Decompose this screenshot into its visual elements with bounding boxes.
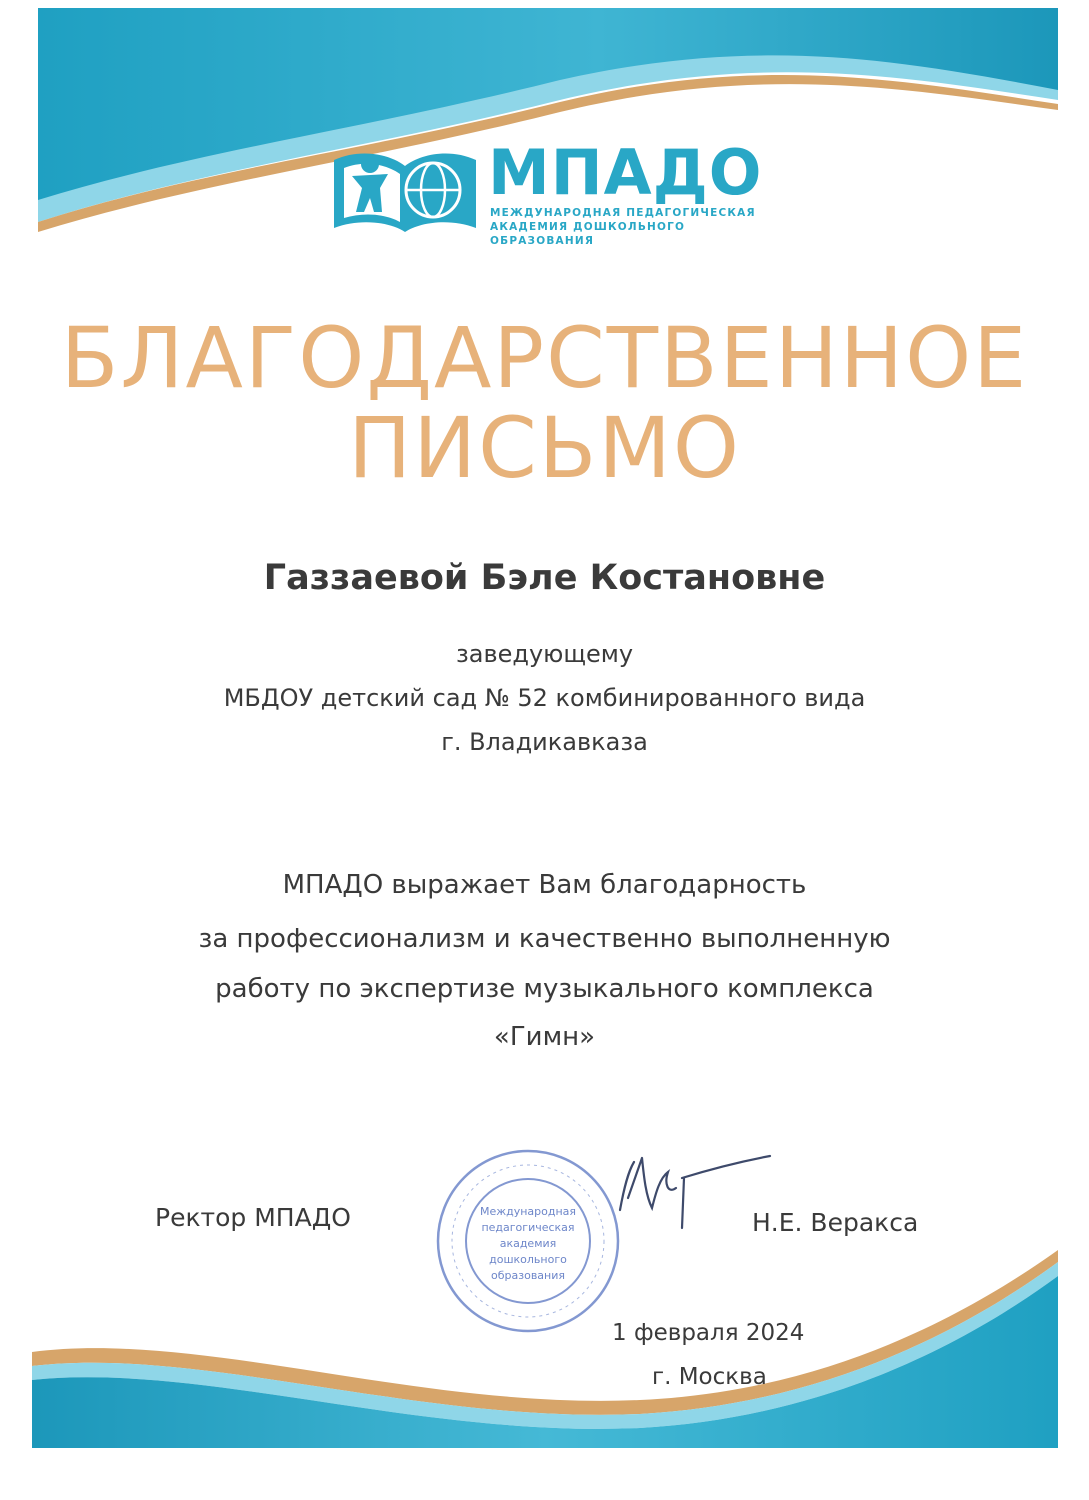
logo-name: МПАДО bbox=[488, 136, 763, 209]
seal-text-line3: академия bbox=[499, 1237, 557, 1250]
logo-subtitle-line1: МЕЖДУНАРОДНАЯ ПЕДАГОГИЧЕСКАЯ bbox=[490, 207, 756, 219]
seal-stamp-icon bbox=[432, 1145, 624, 1337]
mpado-logo bbox=[330, 136, 780, 247]
seal-text-line5: образования bbox=[491, 1269, 565, 1282]
recipient-city: г. Владикавказа bbox=[441, 728, 648, 756]
logo-emblem-icon bbox=[330, 140, 480, 236]
body-line4: «Гимн» bbox=[493, 1022, 596, 1052]
body-line2: за профессионализм и качественно выполненную bbox=[198, 924, 891, 954]
recipient-position: заведующему bbox=[455, 640, 634, 668]
signer-name: Н.Е. Веракса bbox=[752, 1208, 919, 1237]
body-line3: работу по экспертизе музыкального комплекса bbox=[215, 974, 874, 1004]
recipient-institution: МБДОУ детский сад № 52 комбинированного вида bbox=[223, 684, 866, 712]
seal-text-line2: педагогическая bbox=[481, 1221, 575, 1234]
issue-city: г. Москва bbox=[652, 1364, 767, 1390]
seal-text-line4: дошкольного bbox=[489, 1253, 567, 1266]
body-line1: МПАДО выражает Вам благодарность bbox=[282, 870, 807, 900]
rector-label: Ректор МПАДО bbox=[155, 1203, 351, 1232]
title-line1: БЛАГОДАРСТВЕННОЕ bbox=[60, 309, 1029, 407]
issue-date: 1 февраля 2024 bbox=[612, 1320, 805, 1346]
logo-subtitle-line2: АКАДЕМИЯ ДОШКОЛЬНОГО ОБРАЗОВАНИЯ bbox=[490, 221, 686, 247]
signature-icon bbox=[598, 1148, 778, 1238]
recipient-name: Газзаевой Бэле Костановне bbox=[263, 558, 826, 598]
logo-subtitle bbox=[490, 206, 780, 248]
title-line2: ПИСЬМО bbox=[348, 399, 741, 497]
seal-text-line1: Международная bbox=[479, 1205, 577, 1218]
